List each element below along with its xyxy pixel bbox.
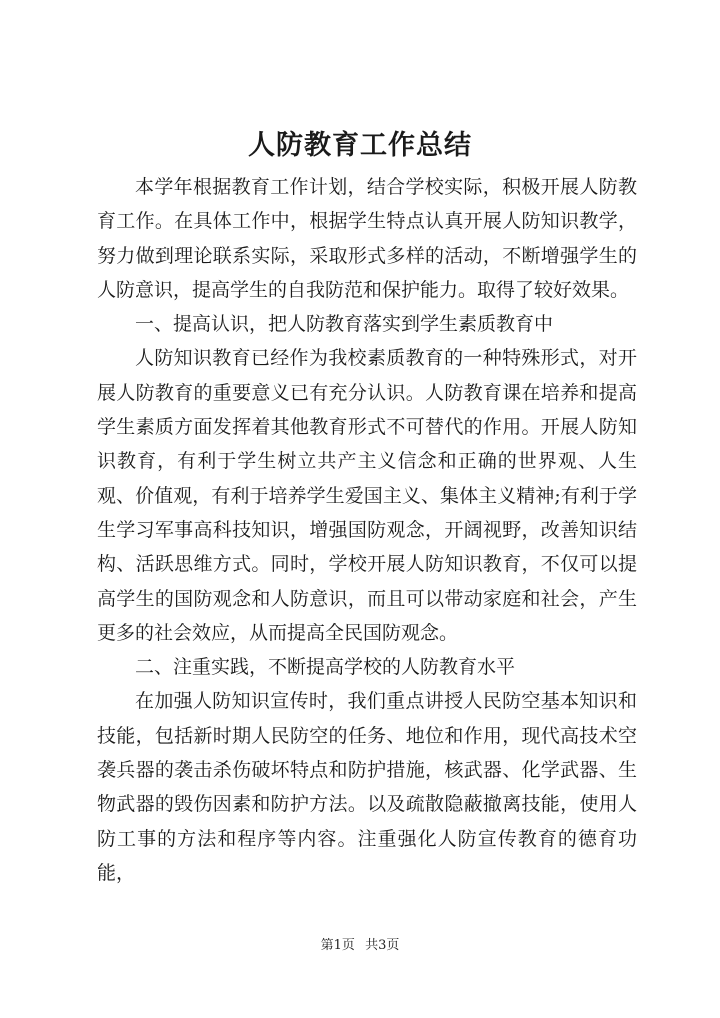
page-number: 第1页 bbox=[320, 938, 355, 953]
page-footer bbox=[0, 936, 720, 956]
document-body bbox=[97, 170, 637, 890]
section-heading-1: 一、提高认识，把人防教育落实到学生素质教育中 bbox=[135, 313, 554, 336]
paragraph-intro: 本学年根据教育工作计划，结合学校实际，积极开展人防教育工作。在具体工作中，根据学生特点认真开展人防知识教学，努力做到理论联系实际，采取形式多样的活动，不断增强学生的人防意识，提高学生的自我防范和保护能力。取得了较好效果。 bbox=[97, 176, 637, 301]
document-title: 人防教育工作总结 bbox=[248, 130, 472, 161]
paragraph-section-2: 在加强人防知识宣传时，我们重点讲授人民防空基本知识和技能，包括新时期人民防空的任务、地位和作用，现代高技术空袭兵器的袭击杀伤破坏特点和防护措施，核武器、化学武器、生物武器的毁伤因素和防护方法。以及疏散隐蔽撤离技能，使用人防工事的方法和程序等内容。注重强化人防宣传教育的德育功能， bbox=[97, 690, 637, 884]
section-heading-2: 二、注重实践，不断提高学校的人防教育水平 bbox=[135, 656, 516, 679]
paragraph-section-1: 人防知识教育已经作为我校素质教育的一种特殊形式，对开展人防教育的重要意义已有充分认识。人防教育课在培养和提高学生素质方面发挥着其他教育形式不可替代的作用。开展人防知识教育，有利于学生树立共产主义信念和正确的世界观、人生观、价值观，有利于培养学生爱国主义、集体主义精神;有利于学生学习军事高科技知识，增强国防观念，开阔视野，改善知识结构、活跃思维方式。同时，学校开展人防知识教育，不仅可以提高学生的国防观念和人防意识，而且可以带动家庭和社会，产生更多的社会效应，从而提高全民国防观念。 bbox=[97, 347, 637, 644]
page-total: 共3页 bbox=[365, 938, 400, 953]
